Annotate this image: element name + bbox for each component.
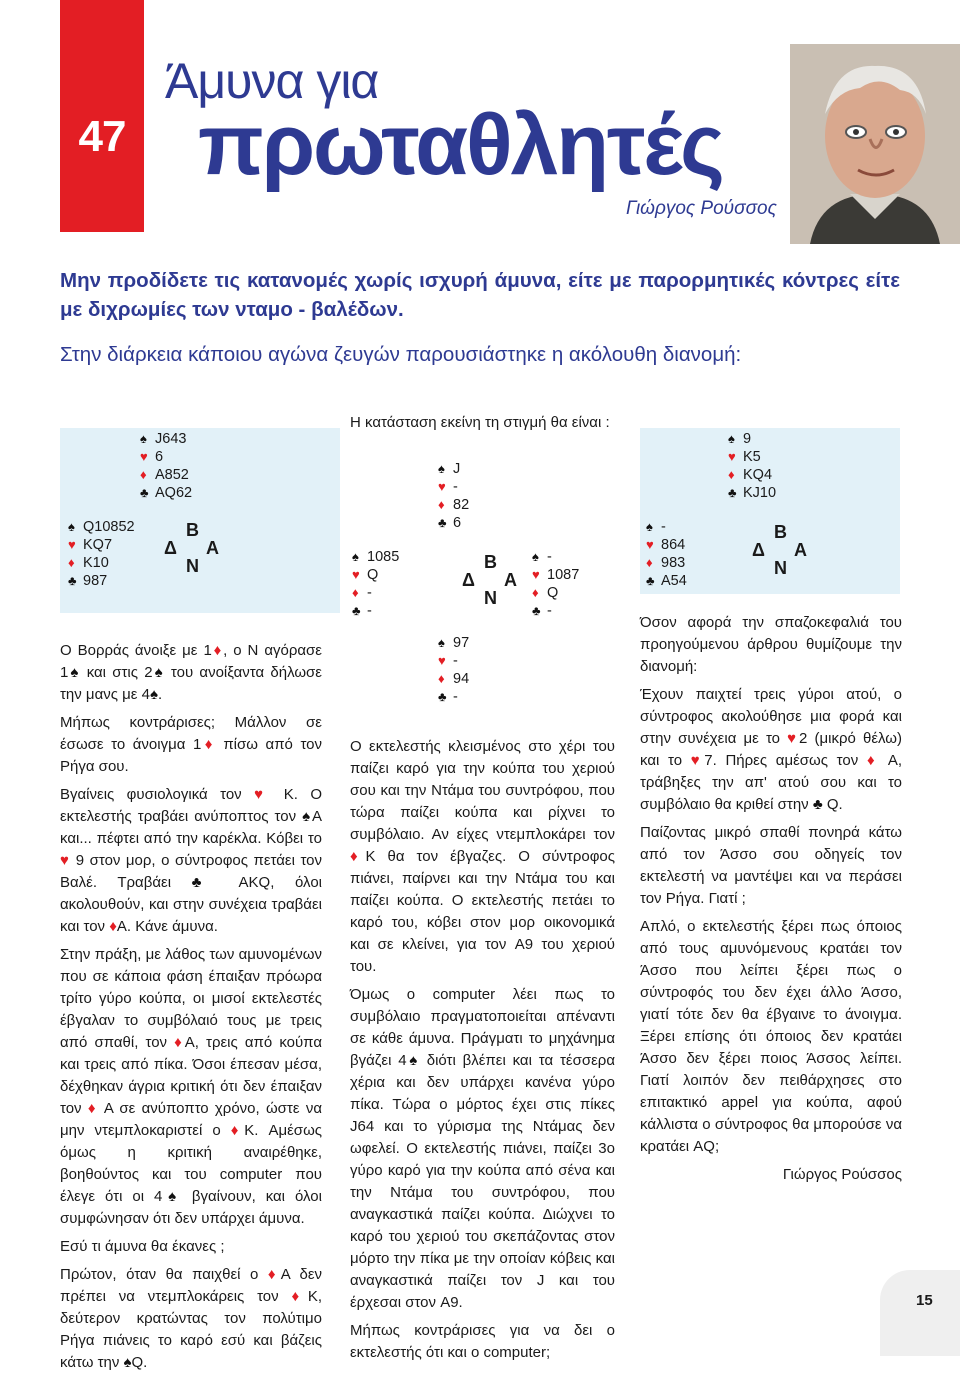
spade-icon: ♠ — [352, 549, 359, 564]
paragraph: Μήπως κοντράρισες για να δει ο εκτελεστής ότι και ο computer; — [350, 1322, 615, 1361]
compass-west: Δ — [462, 570, 475, 590]
heart-icon: ♥ — [787, 730, 800, 747]
diamond-icon: ♦ — [87, 1100, 98, 1117]
paragraph: Στην πράξη, με λάθος των αμυνομένων που σε κάποια φάση έπαιξαν πρόωρα τρίτο γύρο κούπα, οι μισοί εκτελεστές έβγαλαν το συμβόλαιό τους με τρεις από σπαθί, τον ♦A, τρεις από κούπα και τρεις από πίκα. Όσοι έπεσαν μέσα, δέχθηκαν άγρια κριτική ότι δεν έπαιξαν τον ♦ A σε ανύποπτο χρόνο, ώστε να μην ντεμπλοκαριστεί ο ♦K. Αμέσως όμως η κριτική αναιρέθηκε, βοηθούντος και του computer που έλεγε ότι οι 4♠ βγαίνουν, και όλοι συμφώνησαν ότι δεν υπάρχει άμυνα. — [60, 946, 323, 1227]
intro-lead: Μην προδίδετε τις κατανομές χωρίς ισχυρή άμυνα, είτε με παρορμητικές κόντρες είτε με διχρωμίες των νταμο - βαλέδων. — [60, 269, 900, 321]
card-holding: KQ4 — [743, 467, 773, 483]
diamond-icon: ♦ — [350, 848, 366, 865]
club-icon: ♣ — [438, 689, 447, 704]
diagram-2-heading: Η κατάσταση εκείνη τη στιγμή θα είναι : — [350, 414, 610, 431]
card-holding: 1087 — [547, 567, 580, 583]
card-holding: Q10852 — [83, 519, 135, 535]
diamond-icon: ♦ — [352, 585, 359, 600]
card-holding: A54 — [661, 573, 687, 589]
compass-south: N — [774, 558, 787, 578]
issue-number-badge — [60, 0, 144, 232]
diamond-icon: ♦ — [728, 467, 735, 482]
card-holding: Q — [367, 567, 379, 583]
spade-icon: ♠ — [162, 1188, 182, 1205]
author-photo — [790, 44, 960, 244]
diamond-icon: ♦ — [438, 497, 445, 512]
diamond-icon: ♦ — [438, 671, 445, 686]
heart-icon: ♥ — [140, 449, 148, 464]
diamond-icon: ♦ — [140, 467, 147, 482]
card-holding: K5 — [743, 449, 761, 465]
club-icon: ♣ — [68, 573, 77, 588]
diagram-2-south — [438, 634, 469, 706]
title-line-1: Άμυνα για — [165, 53, 379, 109]
paragraph: Παίζοντας μικρό σπαθί πονηρά κάτω από τον Άσσο σου οδηγείς τον εκτελεστή να μαντέψει και να περάσει τον Ρήγα. Γιατί ; — [640, 824, 902, 907]
spade-icon: ♠ — [140, 431, 147, 446]
compass-north: B — [186, 520, 199, 540]
club-icon: ♣ — [191, 874, 218, 891]
diagram-3-north — [728, 430, 776, 502]
diamond-icon: ♦ — [109, 918, 117, 935]
author-byline: Γιώργος Ρούσσος — [626, 198, 777, 219]
compass-north: B — [484, 552, 497, 572]
diagram-3-west — [646, 518, 687, 590]
paragraph: Όσον αφορά την σπαζοκεφαλιά του προηγούμενου άρθρου θυμίζουμε την διανομή: — [640, 614, 902, 675]
compass-south: N — [484, 588, 497, 608]
card-holding: KQ7 — [83, 537, 113, 553]
heart-icon: ♥ — [532, 567, 540, 582]
heart-icon: ♥ — [690, 752, 705, 769]
compass-north: B — [774, 522, 787, 542]
spade-icon: ♠ — [302, 808, 312, 825]
club-icon: ♣ — [438, 515, 447, 530]
card-holding: 864 — [661, 537, 686, 553]
club-icon: ♣ — [646, 573, 655, 588]
paragraph: Μήπως κοντράρισες; Μάλλον σε έσωσε το άνοιγμα 1♦ πίσω από τον Ρήγα σου. — [60, 714, 322, 775]
card-holding: AQ62 — [155, 485, 193, 501]
club-icon: ♣ — [140, 485, 149, 500]
card-holding: - — [547, 603, 552, 619]
paragraph: Ο εκτελεστής κλεισμένος στο χέρι του παίζει καρό για την κούπα του χεριού σου και την Ντάμα του συντρόφου, που τώρα παίζει κούπα και ρίχνει το συμβόλαιο. Αν είχες ντεμπλοκάρει τον ♦K θα τον έβγαζες. Ο σύντροφος πιάνει, παίρνει και την Ντάμα του και παίζει κούπα. Ο εκτελεστής πετάει το καρό του, κόβει στον μορ οικονομικά και σε κλείνει, για τον A9 του χεριού του. — [350, 738, 616, 975]
club-icon: ♣ — [532, 603, 541, 618]
paragraph: Όμως ο computer λέει πως το συμβόλαιο πραγματοποιείται απέναντι σε κάθε άμυνα. Πράγματι το μηχάνημα βγάζει 4♠ διότι βλέπει και τα τέσσερα χέρια και δεν υπάρχει κανένα γύρο πίκα. Τώρα ο μόρτος έχει στις πίκες J64 και το γύρισμα της Ντάμας δεν ωφελεί. Ο εκτελεστής πιάνει, παίζει 3ο γύρο καρό για την κούπα από σένα και την Ντάμα του συντρόφου, που αναγκαστικά παίζει κούπα. Διώχνει το καρό του χεριού του σκεπάζοντας στον μόρτο την πίκα με την οποίαν κόβεις και αναγκαστικά παίζει τον J και του έρχεσαι στον A9. — [350, 986, 615, 1311]
diamond-icon: ♦ — [211, 642, 224, 659]
spade-icon: ♠ — [438, 635, 445, 650]
card-holding: 987 — [83, 573, 108, 589]
diamond-icon: ♦ — [230, 1122, 245, 1139]
diagram-2-west — [352, 548, 399, 620]
article-column-2 — [350, 736, 615, 1370]
card-holding: - — [453, 689, 458, 705]
spade-icon: ♠ — [123, 1354, 132, 1371]
diamond-icon: ♦ — [174, 1034, 185, 1051]
heart-icon: ♥ — [438, 653, 446, 668]
diagram-2-east — [532, 548, 579, 620]
heart-icon: ♥ — [352, 567, 360, 582]
card-holding: - — [661, 519, 666, 535]
card-holding: 1085 — [367, 549, 400, 565]
spade-icon: ♠ — [532, 549, 539, 564]
diamond-icon: ♦ — [267, 1266, 281, 1283]
card-holding: 6 — [453, 515, 462, 531]
heart-icon: ♥ — [68, 537, 76, 552]
diagram-1-north — [140, 430, 192, 502]
club-icon: ♣ — [728, 485, 737, 500]
card-holding: A852 — [155, 467, 189, 483]
paragraph: Βγαίνεις φυσιολογικά τον ♥ K. Ο εκτελεστής τραβάει ανύποπτος τον ♠A και... πέφτει από την καρέκλα. Κόβει το ♥ 9 στον μορ, ο σύντροφος πετάει τον Βαλέ. Τραβάει ♣ AKQ, όλοι ακολουθούν, και στην συνέχεια τραβάει και τον ♦A. Κάνε άμυνα. — [60, 786, 322, 935]
diagram-1-compass — [164, 522, 224, 582]
heart-icon: ♥ — [438, 479, 446, 494]
card-holding: J643 — [155, 431, 187, 447]
card-holding: 97 — [453, 635, 470, 651]
intro-setup: Στην διάρκεια κάποιου αγώνα ζευγών παρουσιάστηκε η ακόλουθη διανομή: — [60, 343, 742, 366]
diagram-2-north — [438, 460, 469, 532]
spade-icon: ♠ — [438, 461, 445, 476]
compass-east: A — [794, 540, 807, 560]
diagram-3-compass — [752, 524, 812, 584]
spade-icon: ♠ — [150, 686, 158, 703]
diamond-icon: ♦ — [646, 555, 653, 570]
spade-icon: ♠ — [152, 664, 165, 681]
card-holding: 6 — [155, 449, 164, 465]
paragraph: Εσύ τι άμυνα θα έκανες ; — [60, 1238, 225, 1255]
spade-icon: ♠ — [406, 1052, 420, 1069]
spade-icon: ♠ — [68, 519, 75, 534]
club-icon: ♣ — [812, 796, 823, 813]
paragraph: Έχουν παιχτεί τρεις γύροι ατού, ο σύντροφος ακολούθησε μια φορά και στην συνέχεια με το ♥2 (μικρό θέλω) και το ♥7. Πήρες αμέσως τον ♦ A, τράβηξες την απ' ατού σου και το συμβόλαιο θα κριθεί στην ♣ Q. — [640, 686, 903, 813]
card-holding: - — [453, 653, 458, 669]
paragraph: Πρώτον, όταν θα παιχθεί ο ♦A δεν πρέπει να ντεμπλοκάρεις τον ♦K, δεύτερον κρατώντας τον πολύτιμο Ρήγα πιάνεις το καρό εσύ και βάζεις κάτω την ♠Q. — [60, 1266, 323, 1371]
card-holding: - — [547, 549, 552, 565]
compass-west: Δ — [164, 538, 177, 558]
card-holding: Q — [547, 585, 559, 601]
spade-icon: ♠ — [68, 664, 81, 681]
card-holding: - — [367, 585, 372, 601]
spade-icon: ♠ — [728, 431, 735, 446]
diagram-1-west — [68, 518, 135, 590]
diamond-icon: ♦ — [201, 736, 216, 753]
card-holding: 94 — [453, 671, 470, 687]
diamond-icon: ♦ — [532, 585, 539, 600]
heart-icon: ♥ — [60, 852, 71, 869]
heart-icon: ♥ — [254, 786, 272, 803]
club-icon: ♣ — [352, 603, 361, 618]
paragraph: Ο Βορράς άνοιξε με 1♦, ο Ν αγόρασε 1♠ και στις 2♠ του ανοίξαντα δήλωσε την μανς με 4♠. — [60, 642, 322, 703]
card-holding: K10 — [83, 555, 109, 571]
card-holding: KJ10 — [743, 485, 777, 501]
compass-south: N — [186, 556, 199, 576]
article-column-1 — [60, 640, 322, 1380]
spade-icon: ♠ — [646, 519, 653, 534]
diagram-2-compass — [462, 554, 522, 614]
paragraph: Απλό, ο εκτελεστής ξέρει πως όποιος από τους αμυνόμενους κρατάει τον Άσσο που λείπει ξέρει πως ο σύντροφός του δεν έχει άλλο Άσσο, γιατί τότε δεν θα έβγαινε το άνοιγμα. Ξέρει επίσης ότι όποιος δεν κρατάει Άσσο δεν ξέρει ποιος Άσσος λείπει. Γιατί λοιπόν δεν πειθάρχησες στο επιτακτικό appel για κούπα, αφού κάλλιστα ο σύντροφος θα μπορούσε να κρατάει AQ; — [640, 918, 902, 1155]
diamond-icon: ♦ — [68, 555, 75, 570]
author-portrait-icon — [790, 44, 960, 244]
issue-number: 47 — [78, 112, 126, 161]
article-column-3 — [640, 612, 902, 1192]
card-holding: - — [367, 603, 372, 619]
card-holding: 82 — [453, 497, 470, 513]
diamond-icon: ♦ — [866, 752, 880, 769]
diamond-icon: ♦ — [291, 1288, 308, 1305]
compass-east: A — [504, 570, 517, 590]
heart-icon: ♥ — [728, 449, 736, 464]
card-holding: J — [453, 461, 461, 477]
page-number: 15 — [916, 1292, 933, 1309]
compass-west: Δ — [752, 540, 765, 560]
card-holding: 9 — [743, 431, 752, 447]
card-holding: 983 — [661, 555, 686, 571]
card-holding: - — [453, 479, 458, 495]
signature: Γιώργος Ρούσσος — [782, 1166, 902, 1183]
compass-east: A — [206, 538, 219, 558]
heart-icon: ♥ — [646, 537, 654, 552]
title-line-2: πρωταθλητές — [198, 97, 723, 193]
page-corner-tab — [880, 1270, 960, 1356]
